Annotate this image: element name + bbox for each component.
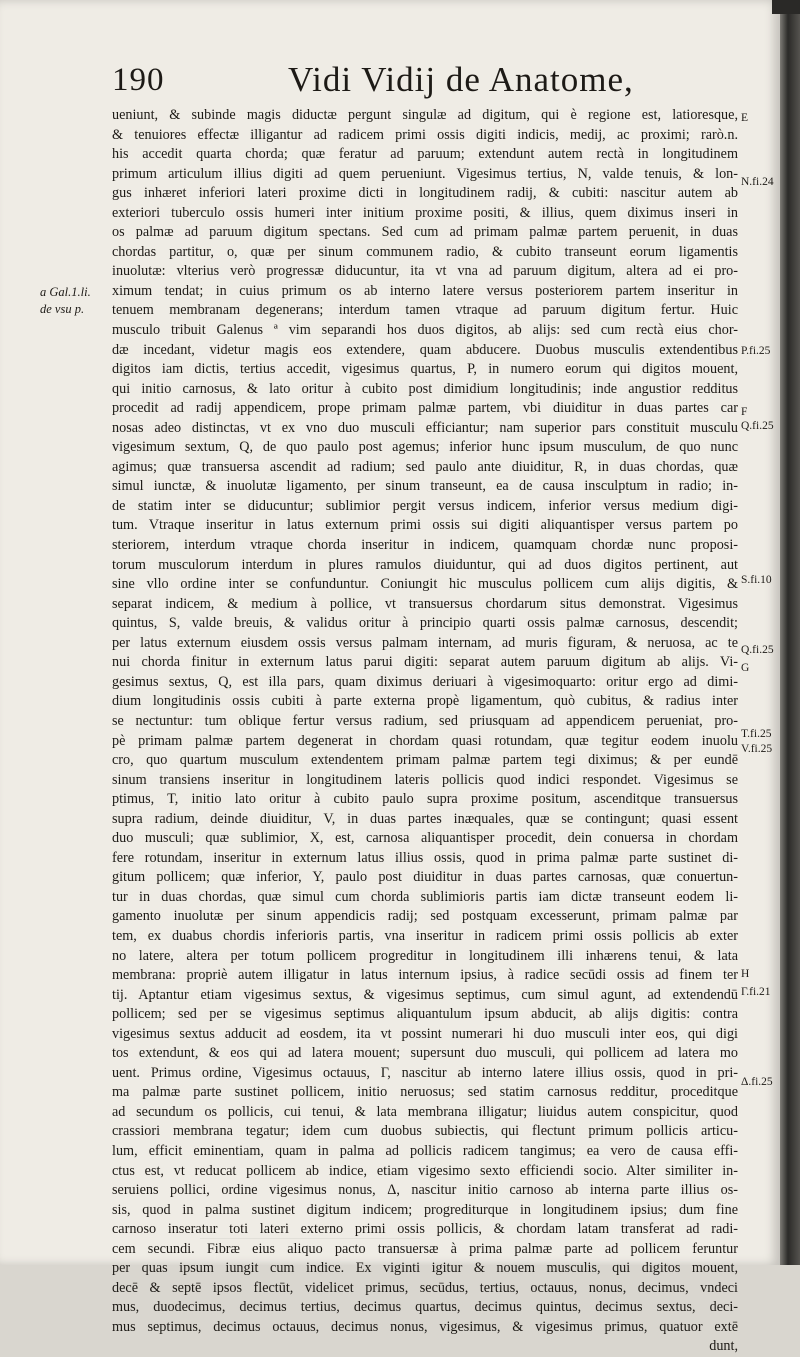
text-line: de statim inter se diducuntur; sublimior pergit versus indicem, inferior versus medium digi- [112,497,738,514]
text-line: decē & septē ipsos flectūt, videlicet primus, secūdus, tertius, octauus, nonus, decimus, vndeci [112,1279,738,1296]
text-line: nui chorda finitur in externum latus parui digiti: separat autem paruum digitum ab alijs. Vi- [112,654,738,671]
text-line: mus, duodecimus, decimus tertius, decimus quartus, decimus quintus, decimus sextus, deci- [112,1299,738,1316]
left-note-line: a Gal.1.li. [40,285,91,299]
text-line: cro, quo quartum musculum extendentem primam palmæ partem tegi diximus; & per eundē [112,752,738,769]
text-line: carnoso inseratur toti lateri externo primi ossis pollicis, & chordam latam transferat ad radi- [112,1221,738,1238]
text-line: nosas adeo distinctas, vt ex vno duo musculi efficiantur; nam superior pars constituit musculu [112,419,738,436]
text-line: ctus est, vt reducat pollicem ab indice, etiam vigesimo sexto efficiendi socio. Alter similiter in- [112,1162,738,1179]
text-line: pè primam palmæ partem degenerat in chordam quasi rotundam, quæ tegitur eodem inuolu [112,732,738,749]
right-marginal-note: H [741,968,750,980]
text-line: lum, efficit eminentiam, quam in palma ad pollicis radicem tangimus; ea vero de causa effi- [112,1142,738,1159]
right-marginal-note: P.fi.25 [741,345,771,357]
text-line: tenuem membranam degenerans; interdum tamen vtraque ad paruum digitum fertur. Huic [112,302,738,319]
text-line: sinum transiens inseritur in longitudinem lateris pollicis quod indici respondet. Vigesimus se [112,771,738,788]
text-line: chordas partitur, o, quæ per sinum communem radio, & cubito transeunt eorum ligamentis [112,243,738,260]
text-line: digitos iam dictis, tertius accedit, vigesimus quartus, P, in numero eorum qui digitos mouent, [112,361,738,378]
text-line: tem, ex duabus chordis inferioris partis, vna inseritur in radicem primi ossis pollicis ab exter [112,927,738,944]
text-line: ximum tendat; in cuius primum os ab interno latere versus posteriorem partem inseritur in [112,282,738,299]
right-marginal-note: T.fi.25 [741,728,772,740]
text-line: ueniunt, & subinde magis diductæ pergunt singulæ ad digitum, qui è regione est, latioresque, [112,107,738,123]
page-number: 190 [112,62,165,98]
text-line: per quas ipsum iungit cum indice. Ex viginti igitur & nouem musculis, qui digitos mouent, [112,1260,738,1277]
right-marginal-note: V.fi.25 [741,743,773,755]
text-line: dæ incedant, videtur magis eos extendere, quam abducere. Duobus musculis extendentibus [112,341,738,358]
text-line: & tenuiores effectæ illigantur ad radicem primi ossis digiti indicis, medij, ac proximi; rarò.n. [112,126,738,143]
right-marginal-note: N.fi.24 [741,176,774,188]
right-marginal-note: Q.fi.25 [741,644,774,656]
text-line: agimus; quæ transuersa ascendit ad radium; sed paulo ante diuiditur, R, in duas chordas, quæ [112,458,738,475]
text-line: sine vllo ordine inter se confunduntur. Coniungit hic musculus pollicem cum alijs digitis, & [112,576,738,593]
text-line: tij. Aptantur etiam vigesimus sextus, & vigesimus septimus, cum simul agunt, ad extendendū [112,986,738,1003]
text-line: fere rotundam, inseritur in externum latus illius ossis, quod in prima palmæ parte sustinet di- [112,849,738,866]
text-line: vigesimum sextum, Q, de quo paulo post agemus; inferior hunc ipsum musculum, de quo nunc [112,439,738,456]
text-line: no latere, altera per totum pollicem progreditur in longitudinem illi inhærens tenui, & lata [112,947,738,964]
text-line: mus septimus, decimus octauus, decimus nonus, vigesimus, & vigesimus primus, quatuor extē [112,1318,738,1335]
footer-bleed-through [200,1228,420,1239]
body-text [112,106,738,1357]
text-line: ma palmæ parte sustinet pollicem, initio neruosus; sed statim carnosus redditur, proceditque [112,1084,738,1101]
text-line: crassiori membrana tegatur; idem cum duobus subiectis, qui flectunt primum pollicis articu- [112,1123,738,1140]
text-line: se nectuntur: tum oblique fertur versus radium, sed priusquam ad appendicem perueniat, pro- [112,712,738,729]
right-marginal-note: F [741,406,748,418]
text-line: gesimus sextus, Q, est illa pars, quam diximus deriuari à vigesimoquarto: oritur ergo ad dimi- [112,673,738,690]
text-line: uent. Primus ordine, Vigesimus octauus, Γ, nascitur ab interno latere illius ossis, quod in pri- [112,1064,738,1081]
text-line: his accedit quarta chorda; quæ feratur ad paruum; extendunt autem rectà in longitudinem [112,146,738,163]
text-line: inuolutæ: vlterius verò progressæ diducuntur, ita vt vna ad paruum digitum, altera ad ei pro- [112,263,738,280]
text-line: ptimus, T, initio lato oritur à cubito paulo supra proxime positum, ascenditque transuersus [112,791,738,808]
text-line: pollicem; sed per se vigesimus septimus aliquantulum ipsum abducit, ab alijs digitis: contra [112,1006,738,1023]
text-line: steriorem, interdum vtraque chorda inseritur in indicem, quamquam chordæ nunc proposi- [112,537,738,554]
text-line: quintus, S, valde breuis, & validus oritur à principio quarti ossis palmæ carnosus, descendit; [112,615,738,632]
text-line: qui initio carnosus, & lato oritur à cubito post dimidium longitudinis; inde angustior redditus [112,380,738,397]
right-marginal-note: Γ.fi.21 [741,986,771,998]
left-marginal-note [40,284,108,318]
right-marginal-note: Q.fi.25 [741,420,774,432]
text-line: per latus externum eiusdem ossis versus palmam internam, ad muris figuram, & neruosa, ac te [112,634,738,651]
text-line: duo musculi; quæ sublimior, X, est, carnosa aliquantisper procedit, dein conuersa in chordam [112,830,738,847]
text-line: gamento inuolutæ per sinum appendicis radij; sed postquam excesserunt, primam palmæ par [112,908,738,925]
text-line: dium longitudinis ossis cubiti à parte externa propè ligamentum, quò cubitus, & radius inter [112,693,738,710]
text-line: os palmæ ad paruum digitum spectans. Sed cum ad primam palmæ partem peruenit, in duas [112,224,738,241]
text-line: cem secundi. Fibræ eius aliquo pacto transuersæ à prima palmæ parte ad pollicem feruntur [112,1240,738,1257]
right-marginal-note: G [741,662,750,674]
text-line: ad secundum os pollicis, cui tenui, & lata membrana illigatur; liuidus autem conspicitur, quod [112,1103,738,1120]
page-header [112,60,752,104]
text-line: dunt, [709,1338,738,1355]
right-marginal-note: S.fi.10 [741,574,772,586]
text-line: procedit ad radij appendicem, prope primam palmæ partem, vbi diuiditur in duas partes car [112,400,738,417]
running-title: Vidi Vidij de Anatome, [288,60,634,99]
text-line: exteriori tuberculo ossis humeri inter initium proxime positi, & illius, quem diximus inseri in [112,204,738,221]
text-line: tur in duas chordas, quæ simul cum chorda sublimioris partis iam dictæ transeunt eodem li- [112,888,738,905]
right-marginal-note: Δ.fi.25 [741,1076,773,1088]
text-line: seruiens pollici, ordine vigesimus nonus, Δ, nascitur initio carnoso ab interna parte illius os- [112,1182,738,1199]
text-line: sis, quod in palma sustinet digitum indicem; progrediturque in longitudinem ipsius; dum fine [112,1201,738,1218]
text-line: musculo tribuit Galenus ª vim separandi hos duos digitos, ab alijs: sed cum rectà eius chor- [112,322,738,339]
text-line: supra radium, deinde diuiditur, V, in duas partes inæquales, quæ se contingunt; quasi essent [112,810,738,827]
text-line: torum musculorum interdum in plures ramulos diuiduntur, qui ad duos digitos pertinent, aut [112,556,738,573]
text-line: gitum pollicem; quæ inferior, Y, paulo post diuiditur in duas partes carnosas, quæ conuertun- [112,869,738,886]
text-line: membrana: propriè autem illigatur in latus internum ipsius, à radice secūdi ossis ad finem ter [112,967,738,984]
page-corner [772,0,800,14]
text-line: primum articulum illius digiti ad quem perueniunt. Vigesimus tertius, N, valde tenuis, & lon- [112,165,738,182]
text-line: gus inhæret inferiori lateri proxime dicti in longitudinem radij, & cubiti: nascitur autem ab [112,185,738,202]
text-line: tos extendunt, & eos qui ad latera mouent; supersunt duo musculi, qui pollicem ad latera mo [112,1045,738,1062]
text-line: tum. Vtraque inseritur in latus externum primi ossis sui digiti aliquantisper versus partem po [112,517,738,534]
text-line: vigesimus sextus adducit ad eosdem, ita vt possint numerari hi duo musculi inter eos, qui digi [112,1025,738,1042]
text-line: separat indicem, & medium à pollice, vt transuersus chordarum situs demonstrat. Vigesimus [112,595,738,612]
page-edge-shadow [780,0,800,1265]
right-marginal-note: E [741,112,749,124]
text-line: simul iunctæ, & inuolutæ ligamento, per sinum transeunt, ea de causa insculptum in radio; in- [112,478,738,495]
left-note-line: de vsu p. [40,302,85,316]
